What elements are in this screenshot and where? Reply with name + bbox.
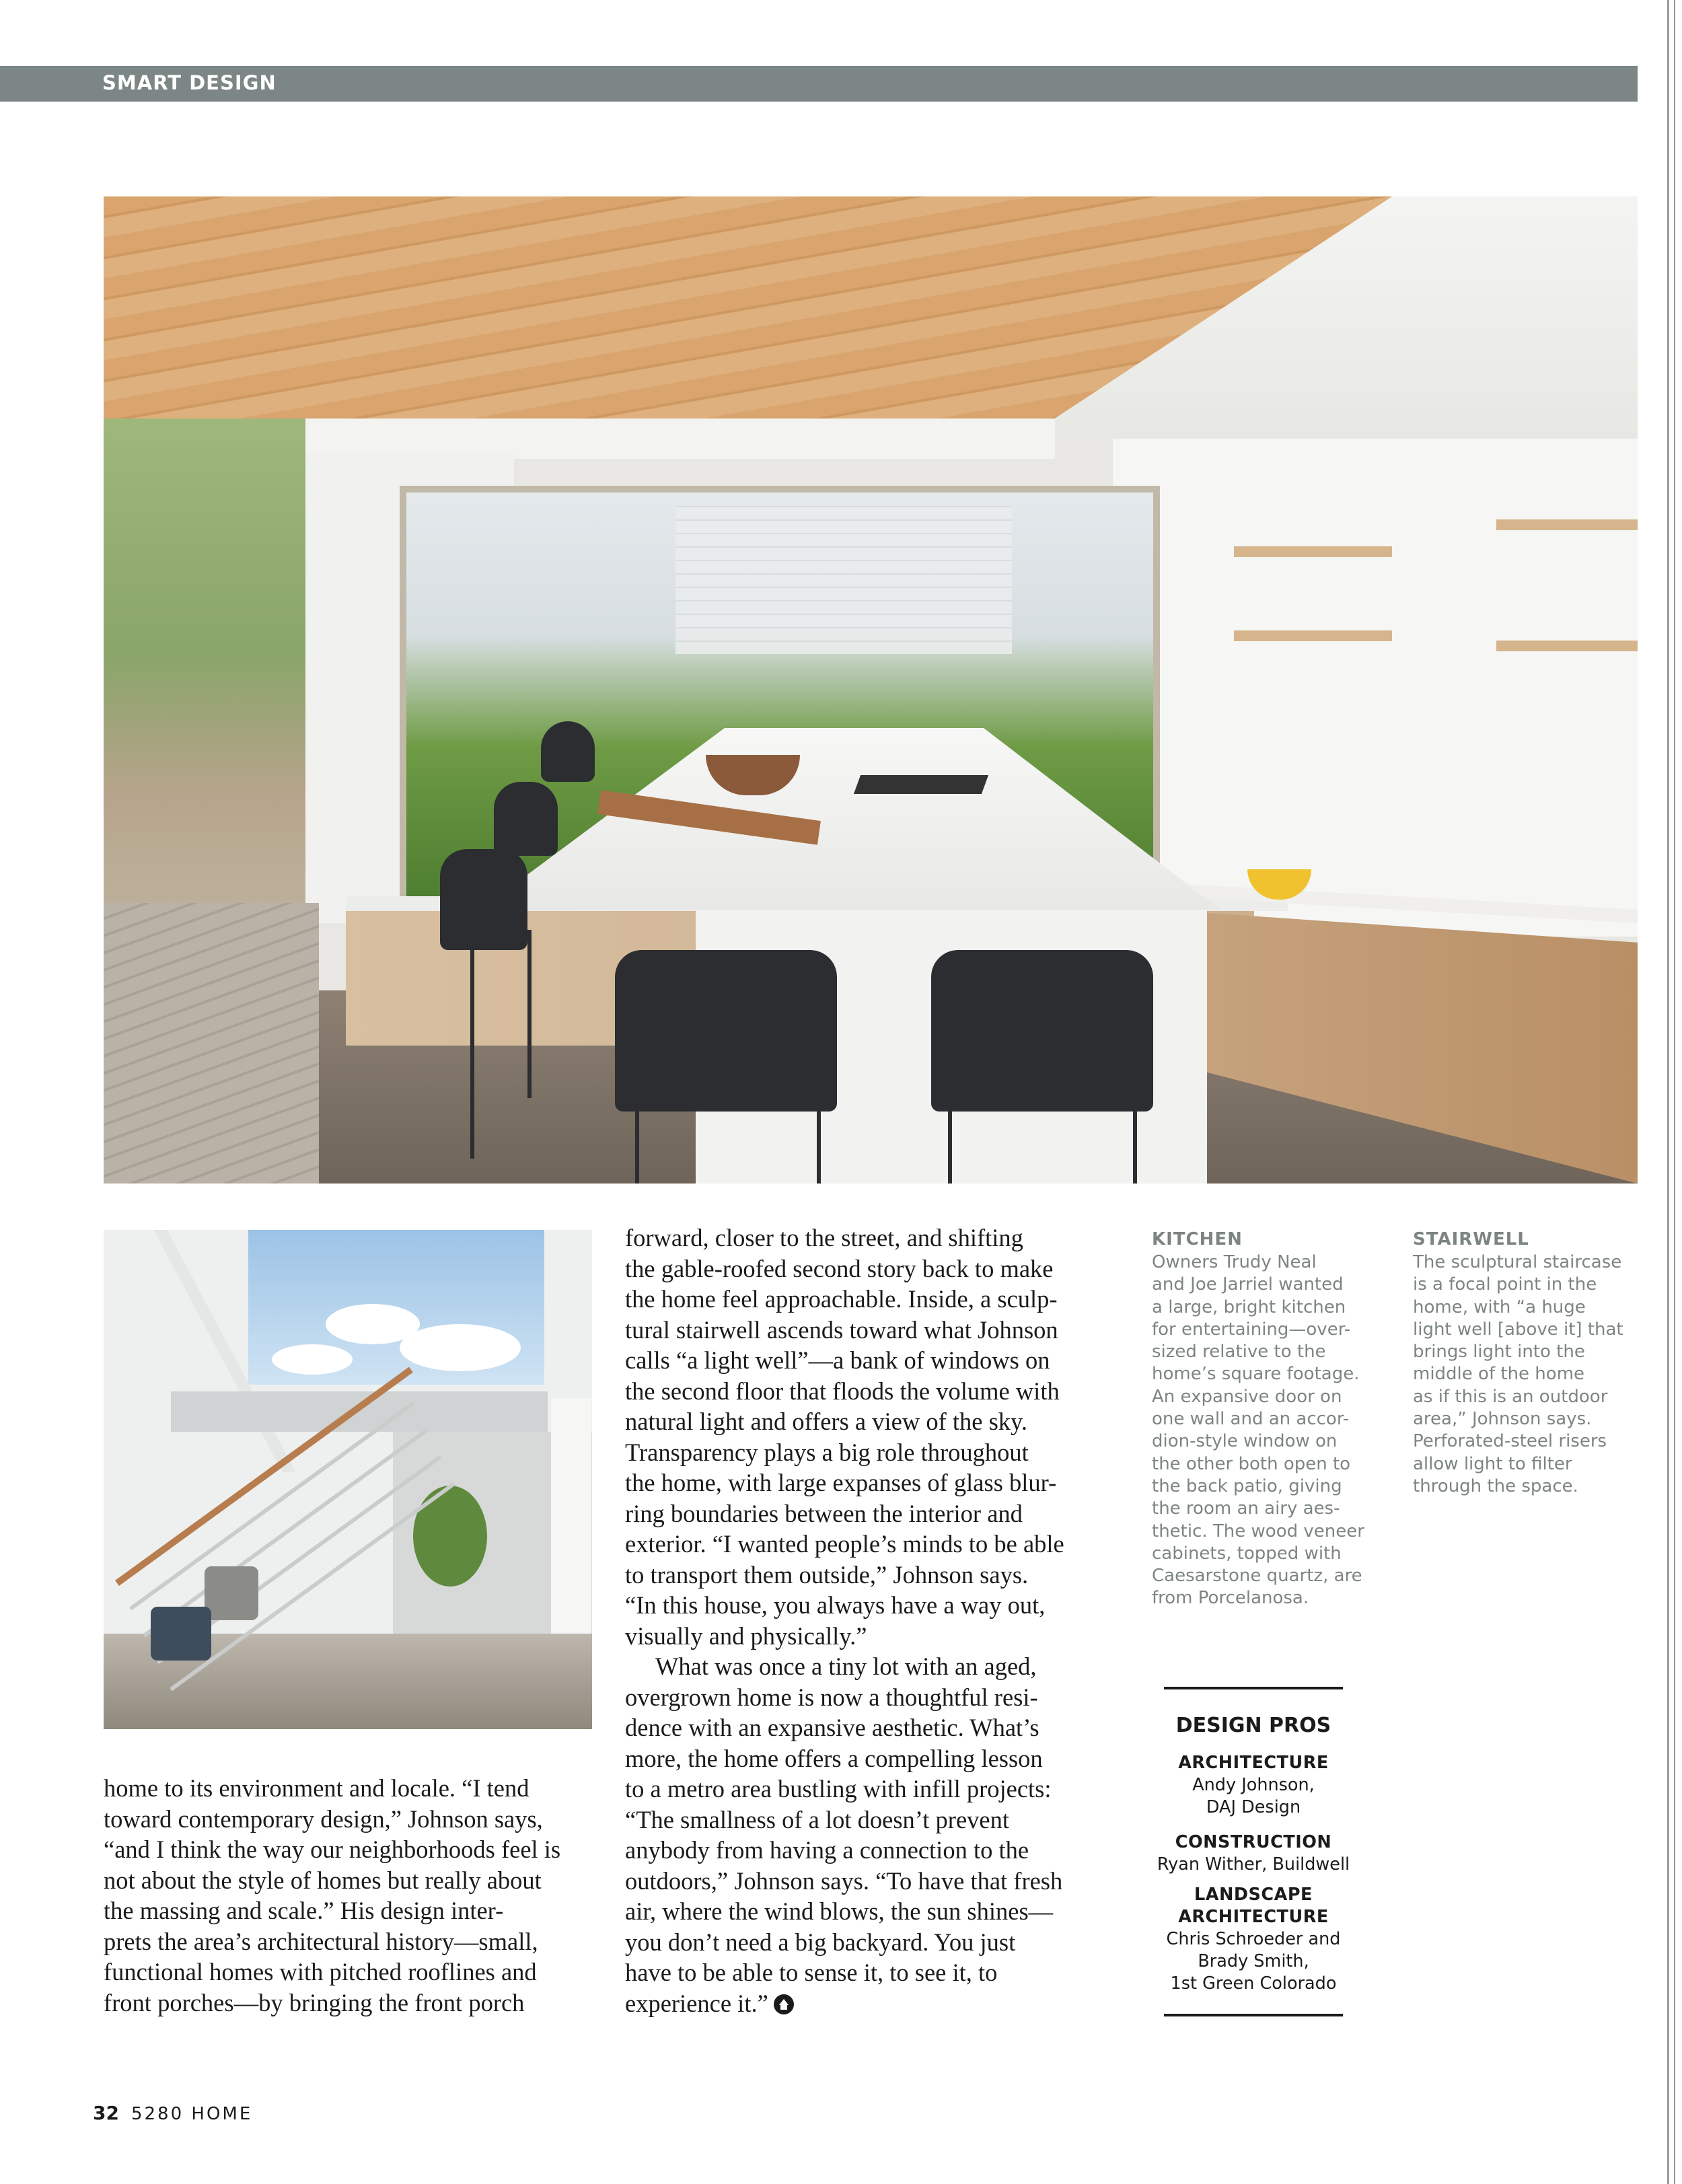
page-edge-line [1674, 0, 1675, 2184]
kitchen-caption-body: Owners Trudy Neal and Joe Jarriel wanted a large, bright kitchen for entertaining—over- sized relative to the home’s square footage. An expansive door on one wall and an accor- dion-style window on the other both open to the back patio, giving the room an airy aes- thetic. The wood veneer cabinets, topped with Caesarstone quartz, are from Porcelanosa. [1152, 1252, 1364, 1609]
design-pros-name: Andy Johnson, DAJ Design [1192, 1775, 1315, 1817]
page-folio [93, 2102, 252, 2124]
design-pros-group [1142, 1884, 1364, 1995]
page-edge-line [1667, 0, 1669, 2184]
stairwell-photo [104, 1230, 592, 1729]
section-label: SMART DESIGN [102, 71, 277, 94]
article-column-2-text: forward, closer to the street, and shifting the gable-roofed second story back to make the home feel approachable. Inside, a sculp- tural stairwell ascends toward what Johnson calls “a light well”—a bank of windows on the second floor that floods the volume with natural light and offers a view of the sky. Transparency plays a big role throughout the home, with large expanses of glass blur- ring boundaries between the interior and exterior. “I wanted people’s minds to be able to transport them outside,” Johnson says. “In this house, you always have a way out, visually and physically.” What was once a tiny lot with an aged, overgrown home is now a thoughtful resi- dence with an expansive aesthetic. What’s more, the home offers a compelling lesson to a metro area bustling with infill projects: “The smallness of a lot doesn’t prevent anybody from having a connection to the outdoors,” Johnson says. “To have that fresh air, where the wind blows, the sun shines— you don’t need a big backyard. You just have to be able to sense it, to see it, to experience it.” [625, 1224, 1064, 2017]
kitchen-photo [104, 196, 1638, 1184]
divider [1164, 2014, 1343, 2016]
design-pros-label: ARCHITECTURE [1178, 1753, 1329, 1773]
design-pros-name: Chris Schroeder and Brady Smith, 1st Green Colorado [1166, 1929, 1341, 1994]
design-pros-group [1142, 1752, 1364, 1819]
magazine-name: 5280 HOME [131, 2104, 253, 2124]
stairwell-caption-heading: STAIRWELL [1413, 1229, 1529, 1249]
page-number: 32 [93, 2102, 119, 2124]
house-end-mark-icon [774, 1994, 794, 2014]
divider [1164, 1687, 1343, 1689]
article-column-1: home to its environment and locale. “I tend toward contemporary design,” Johnson says, “and I think the way our neighborhoods feel is not about the style of homes but really about the massing and scale.” His design inter- prets the area’s architectural history—small, functional homes with pitched rooflines and front porches—by bringing the front porch [104, 1774, 561, 2016]
design-pros-label: LANDSCAPE ARCHITECTURE [1178, 1885, 1329, 1927]
stairwell-caption-body: The sculptural staircase is a focal point in the home, with “a huge light well [above it] that brings light into the middle of the home as if this is an outdoor area,” Johnson says. Perforated-steel risers allow light to filter through the space. [1413, 1252, 1623, 1496]
design-pros-box [1156, 1687, 1350, 2016]
design-pros-label: CONSTRUCTION [1175, 1832, 1332, 1852]
kitchen-caption-heading: KITCHEN [1152, 1229, 1243, 1249]
design-pros-group [1142, 1831, 1364, 1876]
article-column-2 [625, 1223, 1064, 2018]
section-header-bar [0, 66, 1638, 102]
design-pros-name: Ryan Wither, Buildwell [1157, 1854, 1350, 1874]
design-pros-title: DESIGN PROS [1175, 1714, 1331, 1737]
